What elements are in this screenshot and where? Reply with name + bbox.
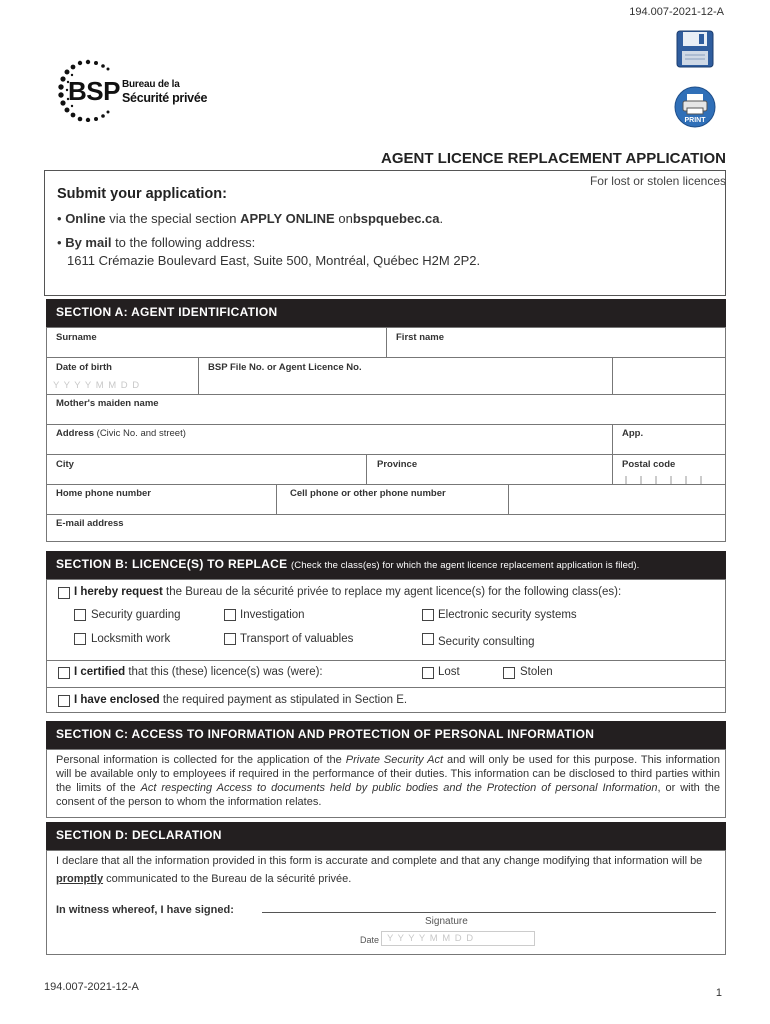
surname-field[interactable] (47, 328, 387, 358)
electronic-security-checkbox[interactable] (422, 609, 434, 621)
page-subtitle: For lost or stolen licences (589, 174, 726, 188)
logo-line-1: Bureau de la (122, 79, 180, 90)
cell-phone-field[interactable] (277, 485, 509, 515)
dob-field[interactable] (47, 358, 199, 395)
locksmith-label: Locksmith work (91, 633, 171, 645)
document-number-top: 194.007-2021-12-A (629, 6, 724, 18)
bsp-logo (56, 58, 226, 122)
transport-checkbox[interactable] (224, 633, 236, 645)
consulting-label: Security consulting (438, 636, 535, 648)
document-number-bottom: 194.007-2021-12-A (44, 981, 139, 993)
electronic-security-label: Electronic security systems (438, 609, 577, 621)
home-phone-field[interactable] (47, 485, 277, 515)
privacy-paragraph: Personal information is collected for the application of the Private Security Act and will only be used for this purpose. This information will be available only to employees if required in the performance of their duties. This information can be disclosed to third parties within the limits of the Act respecting Access to documents held by public bodies and the Protection of personal Information, or with the consent of the person to whom the information relates. (56, 754, 720, 808)
section-b-box (46, 579, 726, 713)
investigation-checkbox[interactable] (224, 609, 236, 621)
locksmith-checkbox[interactable] (74, 633, 86, 645)
consulting-checkbox[interactable] (422, 633, 434, 645)
section-d-title: SECTION D: DECLARATION (56, 828, 222, 842)
section-d-header (46, 822, 726, 850)
bullet: • (57, 235, 62, 250)
city-label: City (56, 459, 74, 470)
file-no-label: BSP File No. or Agent Licence No. (208, 362, 362, 373)
submit-online-line (57, 211, 443, 226)
signature-label: Signature (425, 916, 468, 927)
lost-checkbox[interactable] (422, 667, 434, 679)
website-link[interactable]: bspquebec.ca (352, 211, 440, 226)
postal-code-boxes (625, 472, 715, 484)
bullet: • (57, 211, 62, 226)
submit-heading: Submit your application: (57, 186, 227, 202)
investigation-label: Investigation (240, 609, 305, 621)
email-label: E-mail address (56, 518, 124, 529)
certified-checkbox[interactable] (58, 667, 70, 679)
maiden-name-field[interactable] (47, 395, 725, 425)
logo-line-2: Sécurité privée (122, 91, 208, 105)
submit-mail-line (57, 235, 255, 250)
online-on: on (338, 211, 353, 226)
section-b-header (46, 551, 726, 579)
enclosed-label: I have enclosed the required payment as stipulated in Section E. (74, 694, 408, 706)
security-guarding-checkbox[interactable] (74, 609, 86, 621)
date-field[interactable] (381, 931, 535, 946)
print-button[interactable] (674, 86, 716, 128)
dob-placeholder: Y Y Y Y M M D D (53, 380, 141, 391)
logo-acronym: BSP (68, 76, 120, 106)
section-b-title: SECTION B: LICENCE(S) TO REPLACE (56, 557, 288, 571)
postal-code-field[interactable] (613, 455, 725, 485)
enclosed-checkbox[interactable] (58, 695, 70, 707)
first-name-field[interactable] (387, 328, 725, 358)
dob-label: Date of birth (56, 362, 112, 373)
app-label: App. (622, 428, 644, 439)
file-no-extra-field[interactable] (613, 358, 725, 395)
date-label: Date (360, 935, 380, 945)
period: . (439, 211, 444, 226)
page-title: AGENT LICENCE REPLACEMENT APPLICATION (380, 150, 726, 167)
lost-label: Lost (438, 666, 460, 678)
city-field[interactable] (47, 455, 367, 485)
section-c-header (46, 721, 726, 749)
request-checkbox[interactable] (58, 587, 70, 599)
stolen-label: Stolen (520, 666, 553, 678)
mail-label: By mail (65, 235, 112, 250)
transport-label: Transport of valuables (240, 633, 354, 645)
email-field[interactable] (47, 515, 725, 541)
province-field[interactable] (367, 455, 613, 485)
online-label: Online (65, 211, 106, 226)
cell-phone-extra-field[interactable] (509, 485, 725, 515)
printer-icon (674, 86, 716, 128)
province-label: Province (377, 459, 418, 470)
stolen-checkbox[interactable] (503, 667, 515, 679)
submit-instructions-box (44, 170, 726, 296)
first-name-label: First name (396, 332, 445, 343)
section-c-title: SECTION C: ACCESS TO INFORMATION AND PROTECTION OF PERSONAL INFORMATION (56, 727, 595, 741)
surname-label: Surname (56, 332, 97, 343)
online-text: via the special section (109, 211, 237, 226)
witness-label: In witness whereof, I have signed: (56, 904, 234, 916)
declaration-paragraph: I declare that all the information provided in this form is accurate and complete and that any change modifying that information will be promptly communicated to the Bureau de la sécurité privée. (56, 855, 703, 885)
home-phone-label: Home phone number (56, 488, 152, 499)
request-label: I hereby request the Bureau de la sécurité privée to replace my agent licence(s) for the following class(es): (74, 586, 622, 598)
address-label: Address (Civic No. and street) (56, 428, 186, 439)
mail-text: to the following address: (115, 235, 256, 250)
signature-line[interactable] (262, 912, 716, 913)
cell-phone-label: Cell phone or other phone number (290, 488, 446, 499)
print-label: PRINT (684, 117, 706, 124)
app-field[interactable] (613, 425, 725, 455)
save-floppy-icon[interactable] (676, 30, 714, 68)
section-b-note: (Check the class(es) for which the agent licence replacement application is filed). (291, 560, 640, 571)
address-field[interactable] (47, 425, 613, 455)
certified-label: I certified that this (these) licence(s) was (were): (74, 666, 323, 678)
file-no-field[interactable] (199, 358, 613, 395)
section-a-grid (46, 327, 726, 542)
section-a-header (46, 299, 726, 327)
section-a-title: SECTION A: AGENT IDENTIFICATION (56, 305, 278, 319)
maiden-name-label: Mother's maiden name (56, 398, 159, 409)
apply-online-label: APPLY ONLINE (240, 211, 335, 226)
postal-code-label: Postal code (622, 459, 676, 470)
page-number: 1 (715, 987, 722, 999)
mailing-address: 1611 Crémazie Boulevard East, Suite 500, Montréal, Québec H2M 2P2. (67, 253, 481, 268)
security-guarding-label: Security guarding (91, 609, 181, 621)
date-placeholder: Y Y Y Y M M D D (387, 933, 475, 944)
